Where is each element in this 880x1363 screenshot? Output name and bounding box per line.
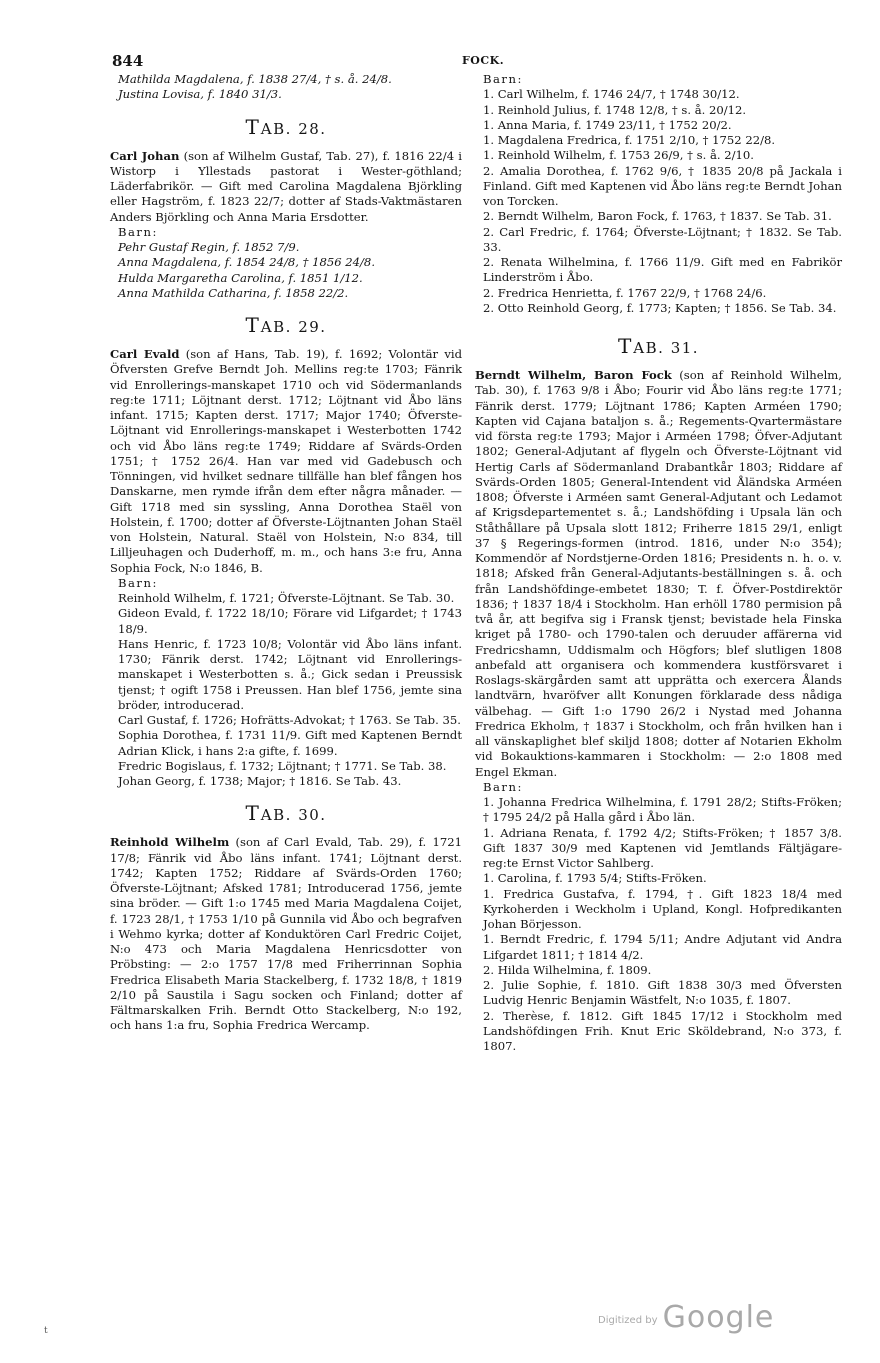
tab-28-heading: TAB. 28. <box>245 114 327 139</box>
tab-28-entry <box>110 149 462 225</box>
intro-line: Justina Lovisa, f. 1840 31/3. <box>118 87 282 102</box>
tab-29-heading: TAB. 29. <box>245 313 327 337</box>
child-entry: Fredric Bogislaus, f. 1732; Löjtnant; † 1771. Se Tab. 38. <box>118 758 447 773</box>
child-entry: Gideon Evald, f. 1722 18/10; Förare vid Lifgardet; † 1743 18/9. <box>118 606 462 636</box>
child-entry: Pehr Gustaf Regin, f. 1852 7/9. <box>118 240 300 254</box>
google-logo: Google <box>662 1300 775 1335</box>
child-entry: 2. Renata Wilhelmina, f. 1766 11/9. Gift med en Fabrikör Linderström i Åbo. <box>483 255 842 285</box>
tab-31-heading: TAB. 31. <box>617 334 700 358</box>
child-entry: 2. Berndt Wilhelm, Baron Fock, f. 1763, † 1837. Se Tab. 31. <box>483 209 832 224</box>
child-entry: 2. Hilda Wilhelmina, f. 1809. <box>483 962 652 977</box>
tab-29-main-text: (son af Hans, Tab. 19), f. 1692; Volontär vid Öfversten Grefve Berndt Joh. Mellins reg:te 1703; Fänrik vid Enrollerings-manskapet 1710 och vid Södermanlands reg:te 1711; Löjtnant derst. 1712; Löjtnant vid Åbo läns infant. 1715; Kapten derst. 1717; Major 1740; Öfverste-Löjtnant vid Enrollerings-manskapet i Westerbotten 1742 och vid Åbo läns reg:te 1749; Riddare af Svärds-Orden 1751; † 1752 26/4. Han var med vid Gadebusch och Tönningen, vid hvilket sednare tillfälle han blef fången hos Danskarne, men rymde ifrån dem efter några månader. — Gift 1718 med sin syssling, Anna Dorothea Staël von Holstein, f. 1700; dotter af Öfverste-Löjtnanten Johan Staël von Holstein, Natural. Staël von Holstein, N:o 834, till Lilljeuhagen och Duderhoff, m. m., och hans 3:e fru, Anna Sophia Fock, N:o 1846, B. <box>110 347 462 575</box>
child-entry: 1. Anna Maria, f. 1749 23/11, † 1752 20/2. <box>483 117 732 132</box>
tab-28-main-text: (son af Wilhelm Gustaf, Tab. 27), f. 1816 22/4 i Wistorp i Yllestads pastorat i Wester-göthland; Läderfabrikör. — Gift med Carolina Magdalena Björkling eller Hagström, f. 1823 22/7; dotter af Stads-Vaktmästaren Anders Björkling och Anna Maria Ersdotter. <box>110 148 462 224</box>
running-head: FOCK. <box>462 54 505 67</box>
tab-30-main-text: (son af Carl Evald, Tab. 29), f. 1721 17/8; Fänrik vid Åbo läns infant. 1741; Löjtnant derst. 1742; Kapten 1752; Riddare af Svärds-Orden 1760; Öfverste-Löjtnant; Afsked 1781; Introducerad 1756, jemte sina bröder. — Gift 1:o 1745 med Maria Magdalena Coijet, f. 1723 28/1, † 1753 1/10 på Gunnila vid Åbo och begrafven i Wehmo kyrka; dotter af Konduktören Carl Fredric Coijet, N:o 473 och Maria Magdalena Henricsdotter von Pröbsting: — 2:o 1757 17/8 med Friherrinnan Sophia Fredrica Elisabeth Maria Stackelberg, f. 1732 18/8, † 1819 2/10 på Saustila i Sagu socken och Finland; dotter af Fältmarskalken Frih. Berndt Otto Stackelberg, N:o 192, och hans 1:a fru, Sophia Fredrica Wercamp. <box>110 835 462 1033</box>
intro-line: Mathilda Magdalena, f. 1838 27/4, † s. å. 24/8. <box>118 72 392 86</box>
child-entry: Anna Magdalena, f. 1854 24/8, † 1856 24/8. <box>118 255 375 270</box>
child-entry: 1. Reinhold Wilhelm, f. 1753 26/9, † s. å. 2/10. <box>483 148 754 163</box>
tab-31-entry <box>475 368 842 780</box>
tab-31-main-name: Berndt Wilhelm, Baron Fock <box>475 368 672 382</box>
child-entry: 2. Amalia Dorothea, f. 1762 9/6, † 1835 20/8 på Jackala i Finland. Gift med Kaptenen vid Åbo läns reg:te Berndt Johan von Torcken. <box>483 163 842 208</box>
child-entry: Carl Gustaf, f. 1726; Hofrätts-Advokat; † 1763. Se Tab. 35. <box>118 713 461 727</box>
child-entry: Reinhold Wilhelm, f. 1721; Öfverste-Löjtnant. Se Tab. 30. <box>118 591 455 605</box>
tab-30-heading: TAB. 30. <box>245 801 327 826</box>
page-number: 844 <box>112 52 144 70</box>
child-entry: 1. Reinhold Julius, f. 1748 12/8, † s. å. 20/12. <box>483 102 747 117</box>
tab-30-main-name: Reinhold Wilhelm <box>110 835 230 850</box>
right-column <box>475 72 842 1054</box>
barn-label: Barn: <box>483 72 523 86</box>
digitized-by-google-watermark <box>598 1300 774 1335</box>
digitized-by-text: Digitized by <box>598 1315 658 1326</box>
child-entry: 1. Fredrica Gustafva, f. 1794, †. Gift 1823 18/4 med Kyrkoherden i Weckholm i Upland, Kongl. Hofpredikanten Johan Börjesson. <box>483 886 842 931</box>
child-entry: 1. Johanna Fredrica Wilhelmina, f. 1791 28/2; Stifts-Fröken; † 1795 24/2 på Halla gård i Åbo län. <box>483 795 842 825</box>
child-entry: Johan Georg, f. 1738; Major; † 1816. Se Tab. 43. <box>118 774 402 788</box>
corner-mark: t <box>44 1326 48 1336</box>
child-entry: 2. Otto Reinhold Georg, f. 1773; Kapten; † 1856. Se Tab. 34. <box>483 300 837 315</box>
child-entry: 2. Fredrica Henrietta, f. 1767 22/9, † 1768 24/6. <box>483 285 767 300</box>
child-entry: 1. Carl Wilhelm, f. 1746 24/7, † 1748 30/12. <box>483 87 740 102</box>
child-entry: 1. Carolina, f. 1793 5/4; Stifts-Fröken. <box>483 871 707 886</box>
child-entry: 1. Berndt Fredric, f. 1794 5/11; Andre Adjutant vid Andra Lifgardet 1811; † 1814 4/2. <box>483 932 842 962</box>
child-entry: 2. Therèse, f. 1812. Gift 1845 17/12 i Stockholm med Landshöfdingen Frih. Knut Eric Sköldebrand, N:o 373, f. 1807. <box>483 1008 842 1053</box>
child-entry: Hulda Margaretha Carolina, f. 1851 1/12. <box>118 270 363 285</box>
child-entry: 2. Julie Sophie, f. 1810. Gift 1838 30/3 med Öfversten Ludvig Henric Benjamin Wästfelt, N:o 1035, f. 1807. <box>483 978 842 1008</box>
tab-28-main-name: Carl Johan <box>110 148 180 163</box>
barn-label: Barn: <box>118 224 158 239</box>
barn-label: Barn: <box>483 779 523 794</box>
tab-31-main-text: (son af Reinhold Wilhelm, Tab. 30), f. 1763 9/8 i Åbo; Fourir vid Åbo läns reg:te 1771; Fänrik derst. 1779; Löjtnant 1786; Kapten Arméen 1790; Kapten vid Cajana bataljon s. å.; Regements-Qvartermästare vid första reg:te 1793; Major i Arméen 1798; Öfver-Adjutant 1802; General-Adjutant af flygeln och Öfverste-Löjtnant vid Hertig Carls af Södermanland Drabantkår 1803; Riddare af Svärds-Orden 1805; General-Intendent vid Åländska Arméen 1808; Öfverste i Arméen samt General-Adjutant och Ledamot af Krigsdepartementet s. å.; Landshöfding i Upsala län och Ståthållare på Upsala slott 1812; Friherre 1815 29/1, enligt 37 § Regerings-formen (introd. 1816, under N:o 354); Kommendör af Nordstjerne-Orden 1816; Presidents n. h. o. v. 1818; Afsked från General-Adjutants-beställningen s. å. och från Landshöfdinge-embetet 1830; T. f. Öfver-Postdirektör 1836; † 1837 18/4 i Stockholm. Han erhöll 1780 permision på två år, att begifva sig i Fransk tjenst; bevistade hela Finska kriget på 1780- och 1790-talen och deruuder affärerna vid Fredricshamn, Uddismalm och Högfors; blef slutligen 1808 anbefald att organisera och kommendera kustförsvaret i Roslags-skärgården samt att upprätta och exercera Ålands landtvärn, hvaröfver allt Konungen förklarade dess nådiga välbehag. — Gift 1:o 1790 26/2 i Nystad med Johanna Fredrica Ekholm, † 1837 i Stockholm, och från hvilken han i all vänskaplighet blef skiljd 1808; dotter af Notarien Ekholm vid Bokauktions-kammaren i Stockholm: — 2:o 1808 med Engel Ekman. <box>475 368 842 779</box>
child-entry: Sophia Dorothea, f. 1731 11/9. Gift med Kaptenen Berndt Adrian Klick, i hans 2:a gifte, f. 1699. <box>118 728 462 758</box>
tab-29-entry <box>110 347 462 576</box>
child-entry: 1. Magdalena Fredrica, f. 1751 2/10, † 1752 22/8. <box>483 133 776 147</box>
left-column <box>110 72 462 1034</box>
child-entry: 2. Carl Fredric, f. 1764; Öfverste-Löjtnant; † 1832. Se Tab. 33. <box>483 224 842 254</box>
child-entry: Anna Mathilda Catharina, f. 1858 22/2. <box>118 285 349 300</box>
child-entry: 1. Adriana Renata, f. 1792 4/2; Stifts-Fröken; † 1857 3/8. Gift 1837 30/9 med Kaptenen vid Jemtlands Fältjägare-reg:te Ernst Victor Sahlberg. <box>483 825 842 870</box>
tab-30-entry <box>110 835 462 1033</box>
tab-29-main-name: Carl Evald <box>110 347 180 361</box>
child-entry: Hans Henric, f. 1723 10/8; Volontär vid Åbo läns infant. 1730; Fänrik derst. 1742; Löjtnant vid Enrollerings-manskapet i Westerbotten s. å.; Gick sedan i Preussisk tjenst; † ogift 1758 i Preussen. Han blef 1756, jemte sina bröder, introducerad. <box>118 636 462 712</box>
barn-label: Barn: <box>118 575 158 590</box>
